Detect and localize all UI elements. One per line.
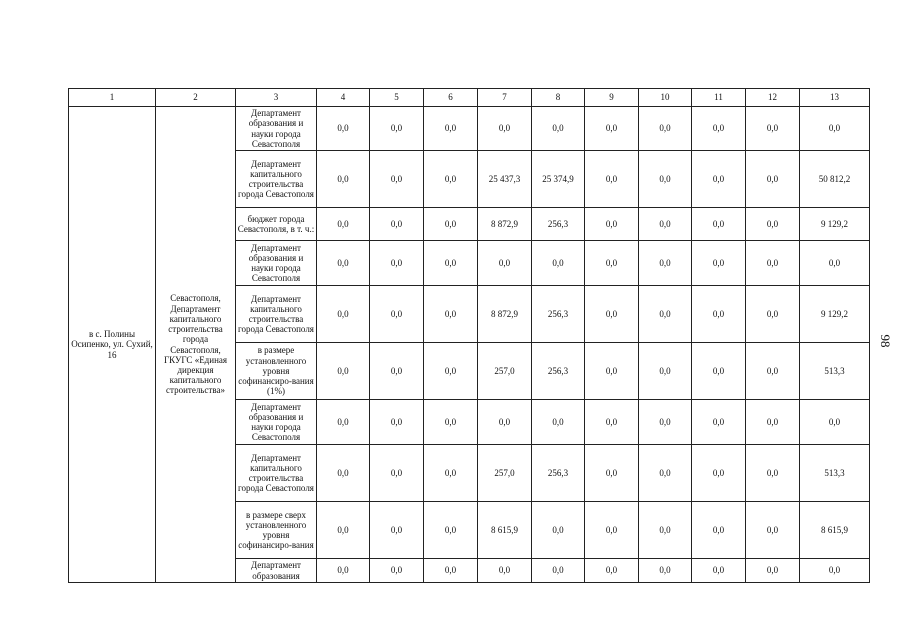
row-description: Департамент образования и науки города Севастополя [236, 241, 317, 286]
value-cell: 0,0 [424, 502, 478, 559]
value-cell: 0,0 [639, 559, 692, 583]
value-cell: 0,0 [692, 400, 746, 445]
value-cell: 0,0 [639, 208, 692, 241]
object-address-cell: в с. Полины Осипенко, ул. Сухий, 16 [69, 107, 156, 583]
value-cell: 0,0 [424, 559, 478, 583]
value-cell: 0,0 [478, 241, 532, 286]
column-header: 5 [370, 89, 424, 107]
value-cell: 0,0 [585, 107, 639, 151]
value-cell: 0,0 [746, 502, 800, 559]
value-cell: 0,0 [585, 559, 639, 583]
value-cell: 0,0 [746, 241, 800, 286]
value-cell: 0,0 [692, 107, 746, 151]
value-cell: 0,0 [639, 400, 692, 445]
value-cell: 0,0 [317, 445, 370, 502]
value-cell: 0,0 [532, 107, 585, 151]
value-cell: 50 812,2 [800, 151, 870, 208]
row-description: Департамент образования [236, 559, 317, 583]
page-number: 98 [878, 334, 893, 348]
value-cell: 0,0 [370, 151, 424, 208]
budget-table [68, 88, 870, 583]
value-cell: 0,0 [692, 445, 746, 502]
value-cell: 0,0 [370, 445, 424, 502]
value-cell: 0,0 [478, 400, 532, 445]
value-cell: 0,0 [370, 208, 424, 241]
value-cell: 0,0 [746, 559, 800, 583]
column-header: 10 [639, 89, 692, 107]
column-header: 1 [69, 89, 156, 107]
value-cell: 0,0 [424, 343, 478, 400]
value-cell: 0,0 [370, 286, 424, 343]
column-header: 13 [800, 89, 870, 107]
value-cell: 0,0 [478, 107, 532, 151]
value-cell: 0,0 [370, 107, 424, 151]
value-cell: 0,0 [692, 502, 746, 559]
value-cell: 0,0 [370, 559, 424, 583]
value-cell: 257,0 [478, 343, 532, 400]
value-cell: 0,0 [692, 151, 746, 208]
value-cell: 0,0 [585, 208, 639, 241]
value-cell: 0,0 [746, 208, 800, 241]
value-cell: 0,0 [746, 286, 800, 343]
value-cell: 0,0 [639, 286, 692, 343]
value-cell: 0,0 [317, 559, 370, 583]
value-cell: 0,0 [692, 286, 746, 343]
column-header: 2 [156, 89, 236, 107]
value-cell: 0,0 [692, 208, 746, 241]
value-cell: 0,0 [370, 400, 424, 445]
value-cell: 0,0 [639, 241, 692, 286]
value-cell: 0,0 [746, 400, 800, 445]
value-cell: 0,0 [370, 502, 424, 559]
row-description: в размере установленного уровня софинансиро-вания (1%) [236, 343, 317, 400]
value-cell: 8 872,9 [478, 208, 532, 241]
column-header: 12 [746, 89, 800, 107]
responsible-parties-cell: Севастополя, Департамент капитального строительства города Севастополя, ГКУГС «Единая дирекция капитального строительства» [156, 107, 236, 583]
value-cell: 8 872,9 [478, 286, 532, 343]
value-cell: 0,0 [317, 241, 370, 286]
value-cell: 9 129,2 [800, 286, 870, 343]
value-cell: 0,0 [585, 400, 639, 445]
value-cell: 256,3 [532, 208, 585, 241]
value-cell: 0,0 [585, 445, 639, 502]
value-cell: 0,0 [639, 502, 692, 559]
value-cell: 0,0 [317, 286, 370, 343]
value-cell: 0,0 [585, 343, 639, 400]
value-cell: 256,3 [532, 343, 585, 400]
value-cell: 0,0 [532, 502, 585, 559]
column-header: 9 [585, 89, 639, 107]
table-row [69, 107, 870, 151]
value-cell: 0,0 [800, 241, 870, 286]
column-header: 7 [478, 89, 532, 107]
row-description: бюджет города Севастополя, в т. ч.: [236, 208, 317, 241]
column-header: 3 [236, 89, 317, 107]
value-cell: 25 437,3 [478, 151, 532, 208]
row-description: Департамент образования и науки города Севастополя [236, 107, 317, 151]
column-header: 6 [424, 89, 478, 107]
value-cell: 0,0 [692, 343, 746, 400]
column-header: 11 [692, 89, 746, 107]
row-description: Департамент капитального строительства города Севастополя [236, 286, 317, 343]
value-cell: 0,0 [424, 286, 478, 343]
value-cell: 0,0 [585, 286, 639, 343]
value-cell: 0,0 [692, 241, 746, 286]
value-cell: 0,0 [639, 151, 692, 208]
value-cell: 0,0 [692, 559, 746, 583]
value-cell: 0,0 [800, 400, 870, 445]
value-cell: 0,0 [424, 241, 478, 286]
value-cell: 0,0 [585, 151, 639, 208]
value-cell: 0,0 [317, 343, 370, 400]
value-cell: 0,0 [585, 502, 639, 559]
value-cell: 0,0 [370, 343, 424, 400]
value-cell: 0,0 [317, 400, 370, 445]
value-cell: 0,0 [317, 208, 370, 241]
value-cell: 0,0 [585, 241, 639, 286]
value-cell: 513,3 [800, 445, 870, 502]
value-cell: 0,0 [532, 559, 585, 583]
value-cell: 257,0 [478, 445, 532, 502]
value-cell: 513,3 [800, 343, 870, 400]
value-cell: 0,0 [800, 559, 870, 583]
value-cell: 8 615,9 [800, 502, 870, 559]
row-description: Департамент капитального строительства города Севастополя [236, 151, 317, 208]
value-cell: 0,0 [317, 151, 370, 208]
value-cell: 0,0 [317, 107, 370, 151]
value-cell: 0,0 [370, 241, 424, 286]
value-cell: 0,0 [746, 445, 800, 502]
value-cell: 0,0 [317, 502, 370, 559]
value-cell: 0,0 [478, 559, 532, 583]
value-cell: 0,0 [746, 107, 800, 151]
value-cell: 0,0 [424, 400, 478, 445]
value-cell: 0,0 [639, 107, 692, 151]
value-cell: 0,0 [800, 107, 870, 151]
value-cell: 9 129,2 [800, 208, 870, 241]
value-cell: 0,0 [746, 343, 800, 400]
value-cell: 0,0 [424, 445, 478, 502]
value-cell: 0,0 [532, 241, 585, 286]
value-cell: 8 615,9 [478, 502, 532, 559]
value-cell: 25 374,9 [532, 151, 585, 208]
value-cell: 0,0 [746, 151, 800, 208]
row-description: в размере сверх установленного уровня софинансиро-вания [236, 502, 317, 559]
value-cell: 0,0 [639, 343, 692, 400]
value-cell: 0,0 [424, 151, 478, 208]
value-cell: 256,3 [532, 286, 585, 343]
value-cell: 0,0 [532, 400, 585, 445]
value-cell: 256,3 [532, 445, 585, 502]
value-cell: 0,0 [424, 208, 478, 241]
header-row [69, 89, 870, 107]
column-header: 8 [532, 89, 585, 107]
value-cell: 0,0 [424, 107, 478, 151]
column-header: 4 [317, 89, 370, 107]
table-body [69, 107, 870, 583]
row-description: Департамент образования и науки города Севастополя [236, 400, 317, 445]
value-cell: 0,0 [639, 445, 692, 502]
row-description: Департамент капитального строительства города Севастополя [236, 445, 317, 502]
